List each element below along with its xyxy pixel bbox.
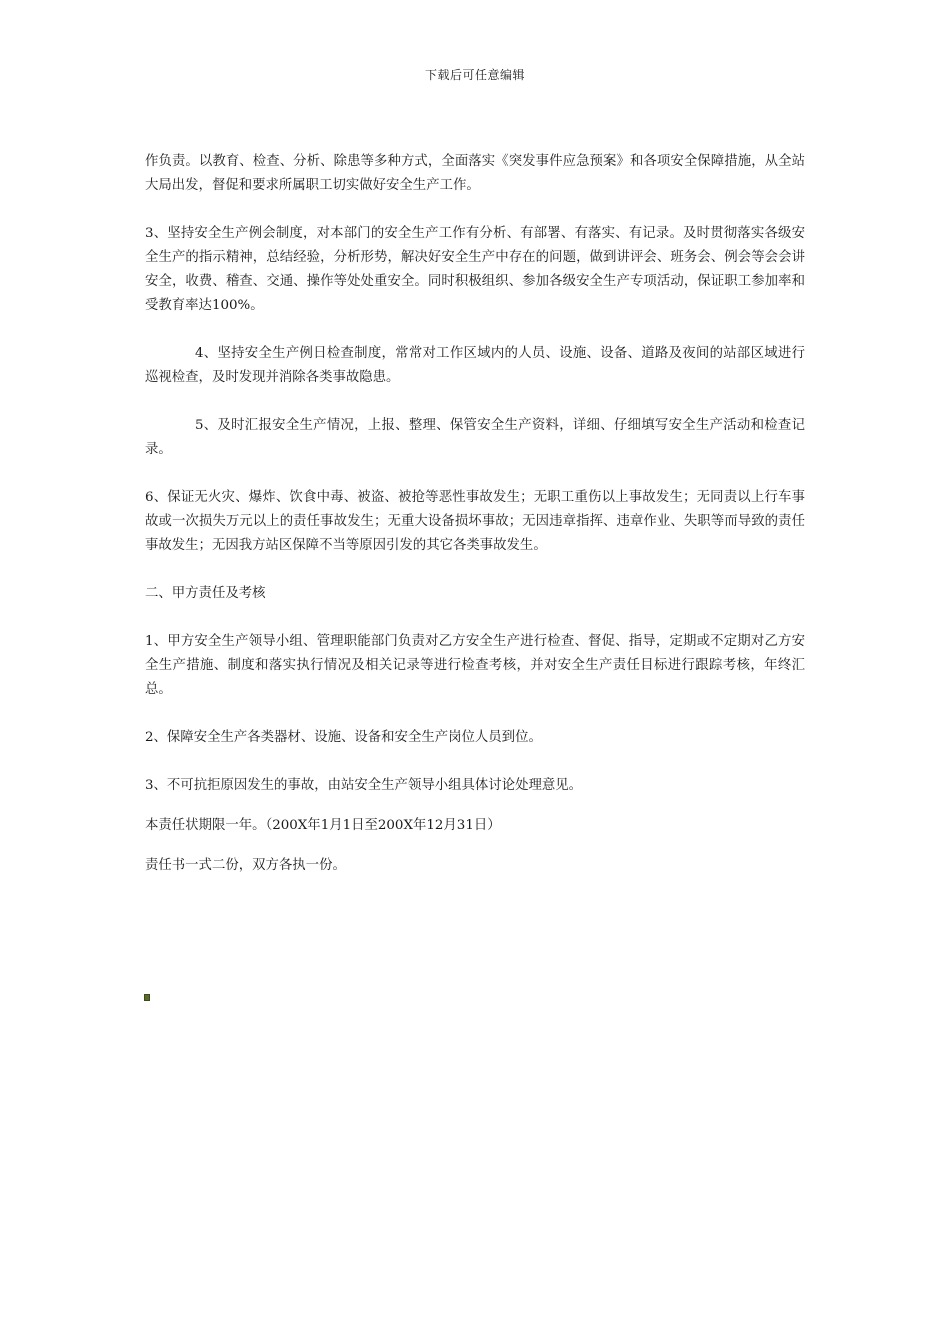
paragraph-item-5: 5、及时汇报安全生产情况，上报、整理、保管安全生产资料，详细、仔细填写安全生产活动和检查记录。 [145, 418, 805, 457]
small-image-marker [144, 994, 150, 1001]
section-heading: 二、甲方责任及考核 [145, 586, 266, 601]
paragraph-party-a-1: 1、甲方安全生产领导小组、管理职能部门负责对乙方安全生产进行检查、督促、指导，定期或不定期对乙方安全生产措施、制度和落实执行情况及相关记录等进行检查考核，并对安全生产责任目标进行跟踪考核，年终汇总。 [145, 634, 805, 697]
paragraph-item-6: 6、保证无火灾、爆炸、饮食中毒、被盗、被抢等恶性事故发生；无职工重伤以上事故发生；无同责以上行车事故或一次损失万元以上的责任事故发生；无重大设备损坏事故；无因违章指挥、违章作业、失职等而导致的责任事故发生；无因我方站区保障不当等原因引发的其它各类事故发生。 [145, 490, 805, 553]
page-header: 下载后可任意编辑 [424, 68, 525, 82]
document-body [145, 150, 805, 902]
paragraph-copies: 责任书一式二份，双方各执一份。 [145, 858, 346, 873]
paragraph-item-3: 3、坚持安全生产例会制度，对本部门的安全生产工作有分析、有部署、有落实、有记录。及时贯彻落实各级安全生产的指示精神，总结经验，分析形势，解决好安全生产中存在的问题，做到讲评会、班务会、例会等会会讲安全，收费、稽查、交通、操作等处处重安全。同时积极组织、参加各级安全生产专项活动，保证职工参加率和受教育率达100%。 [145, 226, 805, 313]
paragraph-party-a-3: 3、不可抗拒原因发生的事故，由站安全生产领导小组具体讨论处理意见。 [145, 778, 583, 793]
paragraph-continuation: 作负责。以教育、检查、分析、除患等多种方式，全面落实《突发事件应急预案》和各项安全保障措施，从全站大局出发，督促和要求所属职工切实做好安全生产工作。 [145, 154, 805, 193]
paragraph-item-4: 4、坚持安全生产例日检查制度，常常对工作区域内的人员、设施、设备、道路及夜间的站部区域进行巡视检查，及时发现并消除各类事故隐患。 [145, 346, 805, 385]
paragraph-party-a-2: 2、保障安全生产各类器材、设施、设备和安全生产岗位人员到位。 [145, 730, 542, 745]
paragraph-term: 本责任状期限一年。（200X年1月1日至200X年12月31日） [145, 818, 501, 833]
